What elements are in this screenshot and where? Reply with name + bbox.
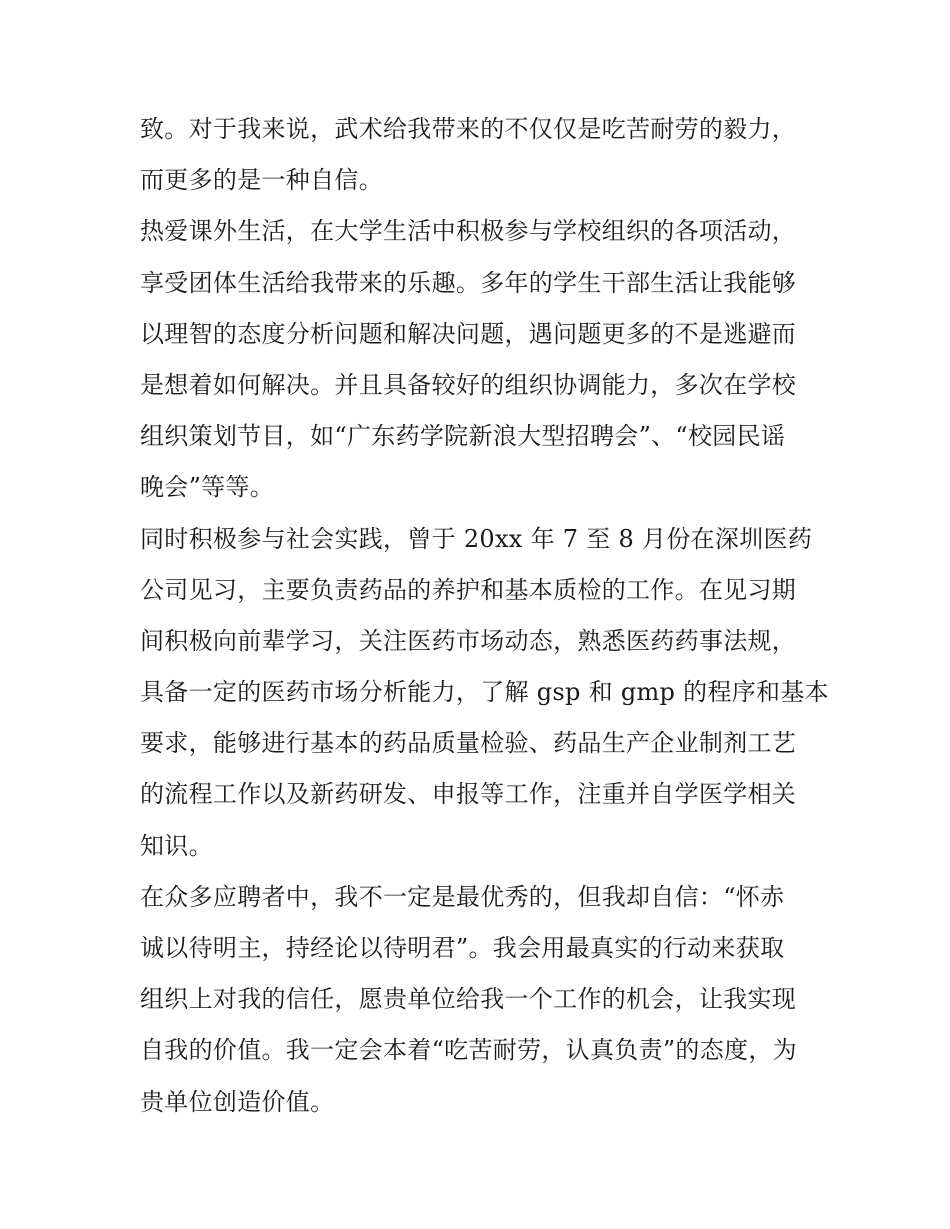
document-body (140, 104, 829, 1128)
text-line: 诚以待明主，持经论以待明君”。我会用最真实的行动来获取 (140, 934, 785, 962)
text-line: 知识。 (140, 831, 213, 860)
text-line: 晚会”等等。 (140, 473, 275, 502)
text-line: 在众多应聘者中，我不一定是最优秀的，但我却自信：“怀赤 (140, 882, 785, 911)
text-line: 的流程工作以及新药研发、申报等工作，注重并自学医学相关 (140, 780, 797, 809)
text-line: 自我的价值。我一定会本着“吃苦耐劳，认真负责”的态度，为 (140, 1036, 797, 1065)
text-line: 致。对于我来说，武术给我带来的不仅仅是吃苦耐劳的毅力， (140, 115, 797, 143)
text-line: 组织策划节目，如“广东药学院新浪大型招聘会”、“校园民谣 (140, 422, 786, 451)
text-line: 同时积极参与社会实践，曾于 20xx 年 7 至 8 月份在深圳医药 (140, 524, 813, 553)
text-line: 组织上对我的信任，愿贵单位给我一个工作的机会，让我实现 (140, 985, 797, 1014)
text-line: 享受团体生活给我带来的乐趣。多年的学生干部生活让我能够 (140, 268, 797, 297)
text-line: 公司见习，主要负责药品的养护和基本质检的工作。在见习期 (140, 575, 797, 604)
text-line: 是想着如何解决。并且具备较好的组织协调能力，多次在学校 (140, 370, 797, 399)
text-line: 贵单位创造价值。 (140, 1087, 335, 1116)
text-line: 热爱课外生活，在大学生活中积极参与学校组织的各项活动， (140, 217, 797, 246)
text-line: 间积极向前辈学习，关注医药市场动态，熟悉医药药事法规， (140, 626, 797, 655)
text-line: 具备一定的医药市场分析能力，了解 gsp 和 gmp 的程序和基本 (140, 678, 829, 707)
text-line: 而更多的是一种自信。 (140, 166, 383, 195)
text-line: 以理智的态度分析问题和解决问题，遇问题更多的不是逃避而 (140, 319, 797, 348)
text-line: 要求，能够进行基本的药品质量检验、药品生产企业制剂工艺 (140, 729, 797, 758)
